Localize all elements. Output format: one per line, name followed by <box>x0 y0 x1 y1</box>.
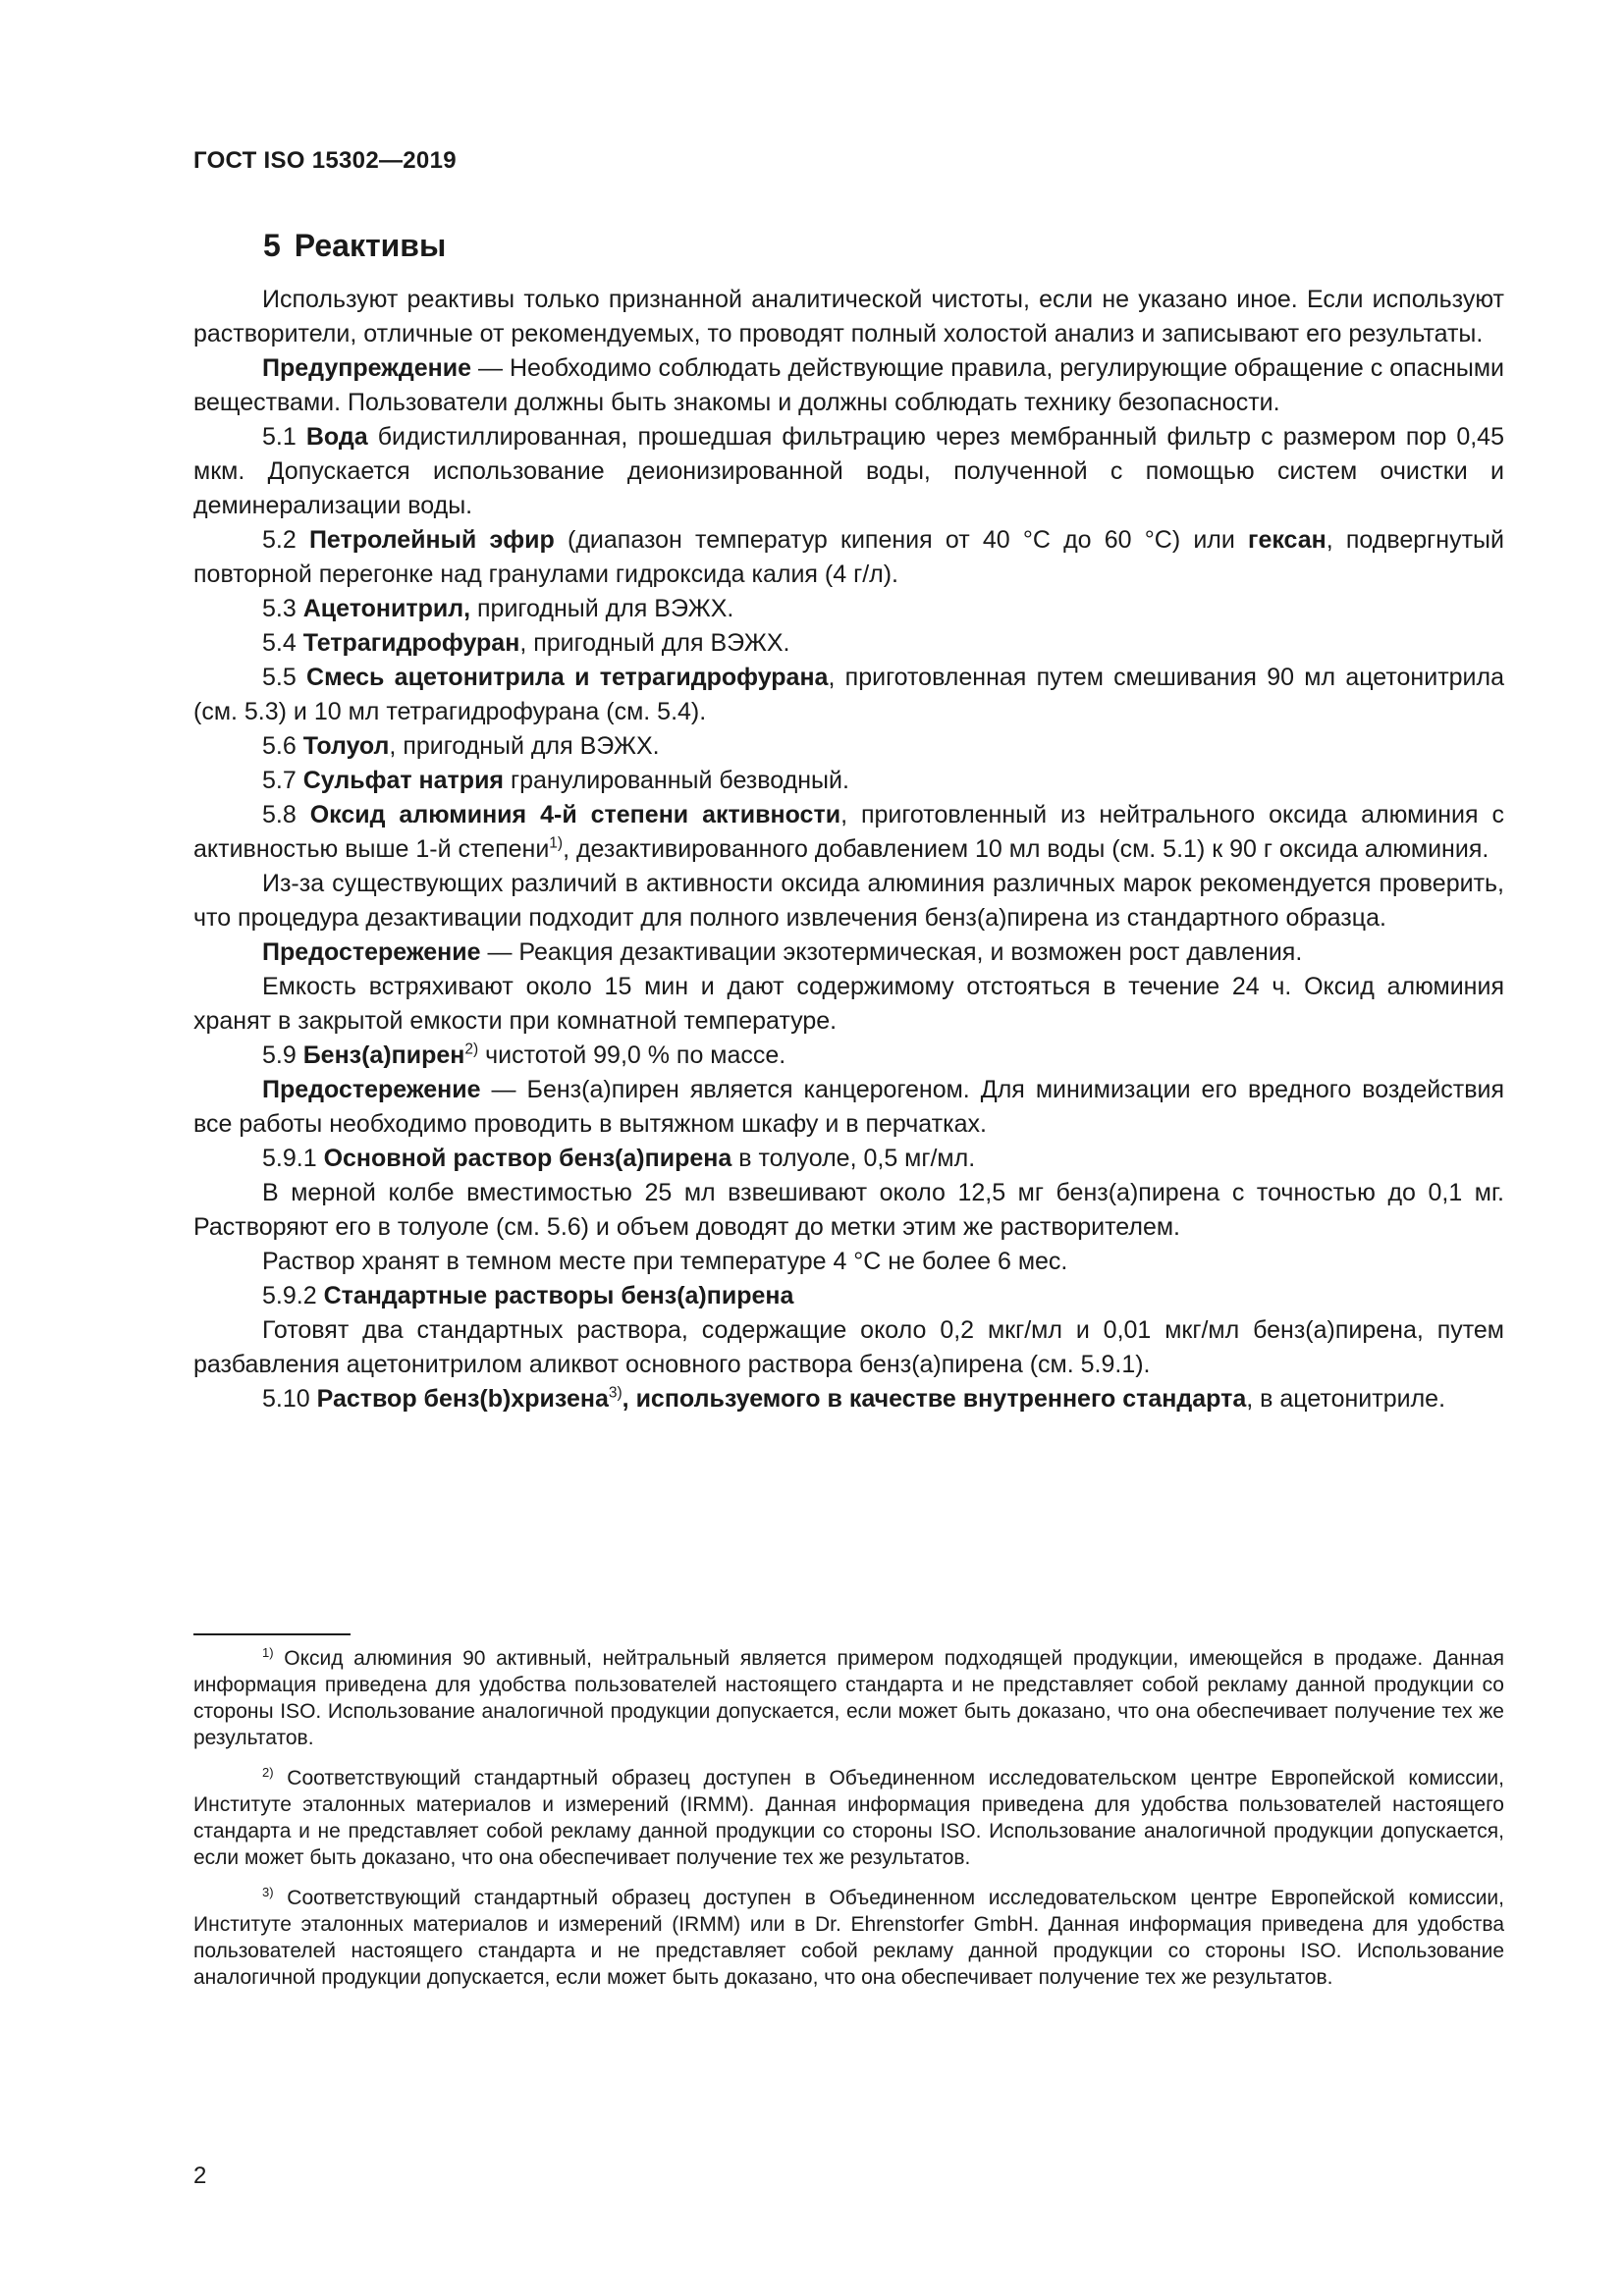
clause-5-4: 5.4 Тетрагидрофуран, пригодный для ВЭЖХ. <box>262 629 790 657</box>
clause-5-6: 5.6 Толуол, пригодный для ВЭЖХ. <box>262 732 660 760</box>
clause-5-3: 5.3 Ацетонитрил, пригодный для ВЭЖХ. <box>262 595 734 622</box>
intro-paragraph: Используют реактивы только признанной аналитической чистоты, если не указано иное. Если используют растворители, отличные от рекомендуемых, то проводят полный холостой анализ и записывают его результаты. <box>193 286 1504 347</box>
caution-paragraph-2: Предостережение — Бенз(а)пирен является канцерогеном. Для минимизации его вредного воздействия все работы необходимо проводить в вытяжном шкафу и в перчатках. <box>193 1076 1504 1138</box>
section-heading <box>263 228 446 264</box>
clause-5-9-2: 5.9.2 Стандартные растворы бенз(а)пирена <box>262 1282 794 1309</box>
clause-5-5: 5.5 Смесь ацетонитрила и тетрагидрофурана, приготовленная путем смешивания 90 мл ацетонитрила (см. 5.3) и 10 мл тетрагидрофурана (см. 5.4). <box>193 664 1505 725</box>
clause-5-2: 5.2 Петролейный эфир (диапазон температур кипения от 40 °С до 60 °С) или гексан, подвергнутый повторной перегонке над гранулами гидроксида калия (4 г/л). <box>193 526 1504 588</box>
footnote-3: $^{3)}$ Соответствующий стандартный образец доступен в Объединенном исследовательском центре Европейской комиссии, Институте эталонных материалов и измерений (IRMM) или в Dr. Ehrenstorfer GmbH. Данная информация приведена для удобства пользователей настоящего стандарта и не представляет собой рекламу данной продукции со стороны ISO. Использование аналогичной продукции допускается, если может быть доказано, что она обеспечивает получение тех же результатов. <box>193 1885 1504 1989</box>
clause-5-9-1-preparation: В мерной колбе вместимостью 25 мл взвешивают около 12,5 мг бенз(а)пирена с точностью до 0,1 мг. Растворяют его в толуоле (см. 5.6) и объем доводят до метки этим же растворителем. <box>193 1179 1504 1241</box>
clause-5-1: 5.1 Вода бидистиллированная, прошедшая фильтрацию через мембранный фильтр с размером пор 0,45 мкм. Допускается использование деионизированной воды, полученной с помощью систем очистки и деминерализации воды. <box>193 423 1504 519</box>
footnote-1: $^{1)}$ Оксид алюминия 90 активный, нейтральный является примером подходящей продукции, имеющейся в продаже. Данная информация приведена для удобства пользователей настоящего стандарта и не представляет собой рекламу данной продукции со стороны ISO. Использование аналогичной продукции допускается, если может быть доказано, что она обеспечивает получение тех же результатов. <box>193 1645 1504 1749</box>
body-text <box>193 283 1504 1416</box>
clause-5-8-note: Из-за существующих различий в активности оксида алюминия различных марок рекомендуется проверить, что процедура дезактивации подходит для полного извлечения бенз(а)пирена из стандартного образца. <box>193 870 1504 932</box>
clause-5-8: 5.8 Оксид алюминия 4-й степени активности, приготовленный из нейтрального оксида алюминия с активностью выше 1-й степени$^{1)}$, дезактивированного добавлением 10 мл воды (см. 5.1) к 90 г оксида алюминия. <box>193 801 1504 863</box>
warning-paragraph: Предупреждение — Необходимо соблюдать действующие правила, регулирующие обращение с опасными веществами. Пользователи должны быть знакомы и должны соблюдать технику безопасности. <box>193 354 1504 416</box>
warning-label: Предупреждение <box>262 354 472 382</box>
footnote-separator <box>193 1633 351 1635</box>
footnote-2: $^{2)}$ Соответствующий стандартный образец доступен в Объединенном исследовательском центре Европейской комиссии, Институте эталонных материалов и измерений (IRMM). Данная информация приведена для удобства пользователей настоящего стандарта и не представляет собой рекламу данной продукции со стороны ISO. Использование аналогичной продукции допускается, если может быть доказано, что она обеспечивает получение тех же результатов. <box>193 1765 1504 1869</box>
clause-5-9-2-preparation: Готовят два стандартных раствора, содержащие около 0,2 мкг/мл и 0,01 мкг/мл бенз(а)пирена, путем разбавления ацетонитрилом аликвот основного раствора бенз(а)пирена (см. 5.9.1). <box>193 1316 1504 1378</box>
clause-5-9-1-storage: Раствор хранят в темном месте при температуре 4 °С не более 6 мес. <box>262 1248 1068 1275</box>
document-identifier: ГОСТ ISO 15302—2019 <box>193 147 457 174</box>
page-number: 2 <box>193 2163 207 2189</box>
footnote-ref-3: 3) <box>608 1384 623 1402</box>
clause-5-9: 5.9 Бенз(а)пирен$^{2)}$ чистотой 99,0 % по массе. <box>262 1041 786 1069</box>
section-number: 5 <box>263 228 281 263</box>
section-title-text: Реактивы <box>294 228 447 263</box>
clause-5-10: 5.10 Раствор бенз(b)хризена$^{3)}$, используемого в качестве внутреннего стандарта, в ацетонитриле. <box>262 1384 1446 1413</box>
clause-5-8-storage: Емкость встряхивают около 15 мин и дают содержимому отстояться в течение 24 ч. Оксид алюминия хранят в закрытой емкости при комнатной температуре. <box>193 973 1504 1035</box>
footnote-ref-2: 2) <box>464 1041 479 1058</box>
caution-paragraph-1: Предостережение — Реакция дезактивации экзотермическая, и возможен рост давления. <box>262 938 1303 966</box>
clause-5-9-1: 5.9.1 Основной раствор бенз(а)пирена в толуоле, 0,5 мг/мл. <box>262 1145 976 1172</box>
footnotes <box>193 1645 1504 2004</box>
clause-5-7: 5.7 Сульфат натрия гранулированный безводный. <box>262 767 849 794</box>
footnote-ref-1: 1) <box>549 834 564 852</box>
